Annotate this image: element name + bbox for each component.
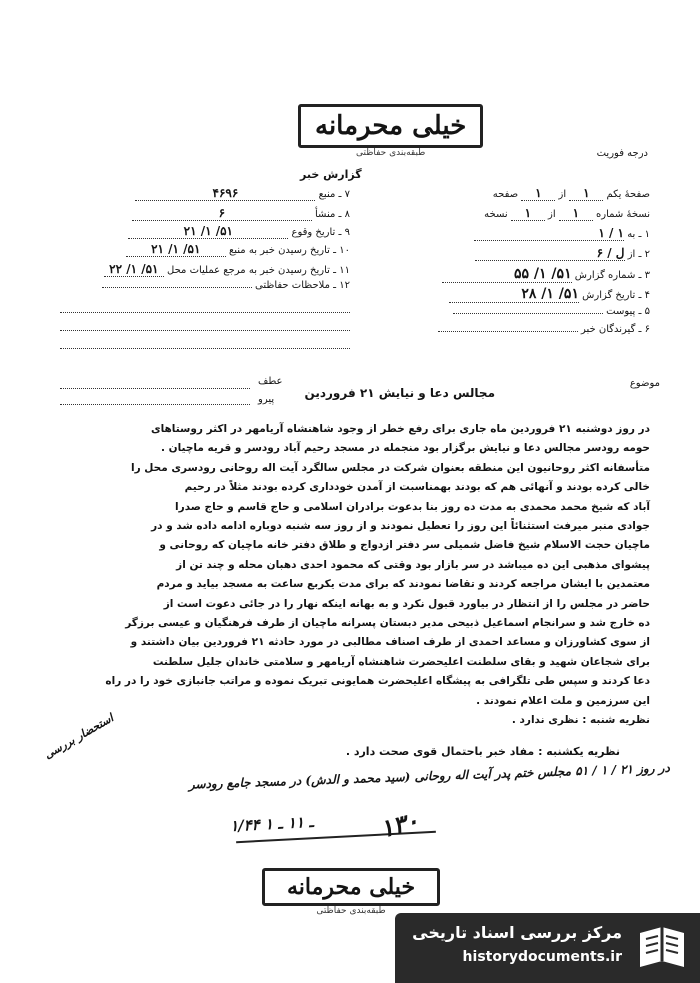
origin-label: ۸ ـ منشأ (314, 209, 350, 220)
notes-blank-line-1 (60, 312, 350, 313)
from-value: ل / ۶ (475, 246, 625, 261)
field-report-number (420, 266, 650, 283)
classification-stamp-text: خیلی محرمانه (298, 104, 483, 148)
body-line: این سرزمین و ملت اعلام نمودند . (476, 694, 650, 707)
ref-peyro-line (60, 404, 250, 405)
source-label: ۷ ـ منبع (318, 189, 350, 200)
field-from (420, 246, 650, 261)
copy-of-label: از (548, 209, 556, 220)
ops-date-label: ۱۱ ـ تاریخ رسیدن خبر به مرجع عملیات محل (167, 265, 350, 276)
attachment-line (453, 313, 603, 314)
notes-blank-line-3 (60, 348, 350, 349)
classification-stamp-subtext: طبقه‌بندی حفاظتی (355, 148, 426, 158)
body-line: دعا کردند و سپس طی تلگرافی به پیشگاه اعلیحضرت همایونی تبریک نموده و مراتب جانبازی خود را در راه (105, 675, 650, 688)
event-date-value: ۵۱/ ۱/ ۲۱ (128, 224, 288, 239)
copy-value: ۱ (559, 206, 593, 221)
to-label: ۱ ـ به (627, 229, 650, 240)
source-value: ۴۶۹۶ (135, 186, 315, 201)
field-notes (60, 280, 350, 291)
body-line: از سوی کشاورزان و مساعد احمدی از طرف اصناف مطالبی در مورد حادثه ۲۱ فروردین بیان داشتند و (130, 636, 650, 649)
report-date-value: ۵۱/ ۱/ ۲۸ (449, 286, 579, 303)
classification-stamp-bottom-text: خیلی محرمانه (262, 868, 440, 906)
from-label: ۲ ـ از (627, 249, 650, 260)
origin-value: ۶ (132, 206, 312, 221)
report-date-label: ۴ ـ تاریخ گزارش (582, 290, 650, 301)
opinion-saturday: نظریه شنبه : نظری ندارد . (511, 714, 650, 727)
subject-value: مجالس دعا و نیایش ۲۱ فروردین (304, 386, 495, 400)
copy-of-value: ۱ (511, 206, 545, 221)
field-recipients (420, 324, 650, 335)
ref-atf-line (60, 388, 250, 389)
reference-number: ۱/۴۴ ـ ۱۱ ـ ۱ (229, 812, 314, 836)
page-label: صفحهٔ یکم (606, 189, 650, 200)
body-line: متأسفانه اکثر روحانیون این منطقه بعنوان شرکت در مجلس سالگرد آیت اله روحانی رودسری محل را (131, 461, 650, 474)
ops-date-value: ۵۱/ ۱/ ۲۲ (104, 262, 164, 277)
body-line: خالی کرده بودند و آنهائی هم که بودند بهمناسبت از آمدن خودداری کرده بودند مثلاً در رحیم (184, 481, 650, 494)
body-line: برای شجاعان شهید و بقای سلطنت اعلیحضرت شاهنشاه آریامهر و سلامتی خاندان جلیل سلطنت (152, 655, 650, 668)
report-body (30, 420, 650, 731)
opinion-sunday: نظریه یکشنبه : مفاد خبر باحتمال قوی صحت دارد . (345, 745, 620, 758)
page-unit: صفحه (492, 189, 519, 200)
handwritten-number: ۱۳۰ (376, 805, 422, 844)
event-date-label: ۹ ـ تاریخ وقوع (291, 227, 350, 238)
copy-label: نسخهٔ شماره (596, 209, 650, 220)
page-of-label: از (558, 189, 567, 200)
field-report-date (420, 286, 650, 303)
received-date-label: ۱۰ ـ تاریخ رسیدن خبر به منبع (228, 245, 350, 256)
body-line: معتمدین با ایشان مراجعه کردند و تقاضا نمودند که برای مدت یکربع ساعت به مسجد بیاید و مردم (156, 578, 650, 591)
field-event-date (60, 224, 350, 239)
copy-unit: نسخه (484, 209, 508, 220)
report-number-label: ۳ ـ شماره گزارش (574, 270, 650, 281)
classification-stamp-top (298, 104, 483, 158)
recipients-line (438, 331, 578, 332)
recipients-label: ۶ ـ گیرندگان خبر (580, 324, 650, 335)
watermark-url: historydocuments.ir (462, 949, 622, 965)
body-line: در روز دوشنبه ۲۱ فروردین ماه جاری برای رفع خطر از وجود شاهنشاه آریامهر در اکثر روستاهای (150, 423, 650, 435)
field-attachment (420, 306, 650, 317)
body-line: جوادی منبر میرفت استثنائاً این روز را تعطیل نمودند و از روز سه شنبه دوباره ادامه داده شد و در (151, 520, 650, 533)
field-page (420, 186, 650, 201)
handwritten-note: در روز ۲۱ / ۱ / ۵۱ مجلس ختم پدر آیت اله روحانی (سید محمد و الدش) در مسجد جامع رودسر (188, 760, 671, 792)
margin-note: استحضار بررسی (41, 711, 116, 762)
attachment-label: ۵ ـ پیوست (606, 306, 650, 317)
field-origin (60, 206, 350, 221)
field-received-date (60, 242, 350, 257)
field-copy (420, 206, 650, 221)
body-line: آباد که شیخ محمد محمدی به مدت ده روز بنا بدعوت برادران اسلامی و حاج قاسم و حاج صدرا (175, 500, 650, 513)
watermark-title: مرکز بررسی اسناد تاریخی (412, 923, 622, 942)
field-source (60, 186, 350, 201)
to-value: ۱ / ۱ (474, 226, 624, 241)
notes-line (102, 287, 252, 288)
body-line: حومه رودسر مجالس دعا و نیایش برگزار بود منجمله در مسجد رحیم آباد رودسر و قریه ماچیان . (161, 442, 650, 455)
classification-stamp-bottom (262, 868, 440, 916)
field-to (420, 226, 650, 241)
page-value: ۱ (569, 186, 603, 201)
report-title: گزارش خبر (300, 168, 362, 181)
urgency-label: درجه فوریت (596, 148, 648, 159)
subject-label: موضوع (629, 378, 660, 389)
received-date-value: ۵۱/ ۱/ ۲۱ (126, 242, 226, 257)
notes-label: ۱۲ ـ ملاحظات حفاظتی (255, 280, 350, 291)
body-line: ماچیان حجت الاسلام شیخ فاضل شمیلی سر دفتر ازدواج و طلاق دفتر خانه ماچیان که روحانی و (159, 539, 650, 552)
book-logo-icon (636, 923, 688, 973)
field-ops-date (60, 262, 350, 277)
report-number-value: ۵۱/ ۱/ ۵۵ (442, 266, 572, 283)
ref-atf-label: عطف (258, 376, 283, 387)
page-of-value: ۱ (521, 186, 555, 201)
body-line: پیشوای مذهبی این ده میباشد در سر بازار بود وقتی که محمود احدی دهبان محله و چند تن از (176, 558, 650, 571)
notes-blank-line-2 (60, 330, 350, 331)
classification-stamp-bottom-subtext: طبقه‌بندی حفاظتی (316, 906, 386, 916)
body-line: حاضر در مجلس را از انتظار در بیاورد قبول نکرد و به بهانه اینکه نهار را در جائی دعوت است از (163, 597, 650, 610)
body-line: ده خارج شد و سرانجام اسماعیل ذبیحی مدیر دبستان پسرانه ماچیان از طرف فرهنگیان و عیسی برزگر (125, 617, 650, 630)
watermark-banner (395, 913, 700, 983)
ref-peyro-label: پیرو (258, 394, 275, 405)
